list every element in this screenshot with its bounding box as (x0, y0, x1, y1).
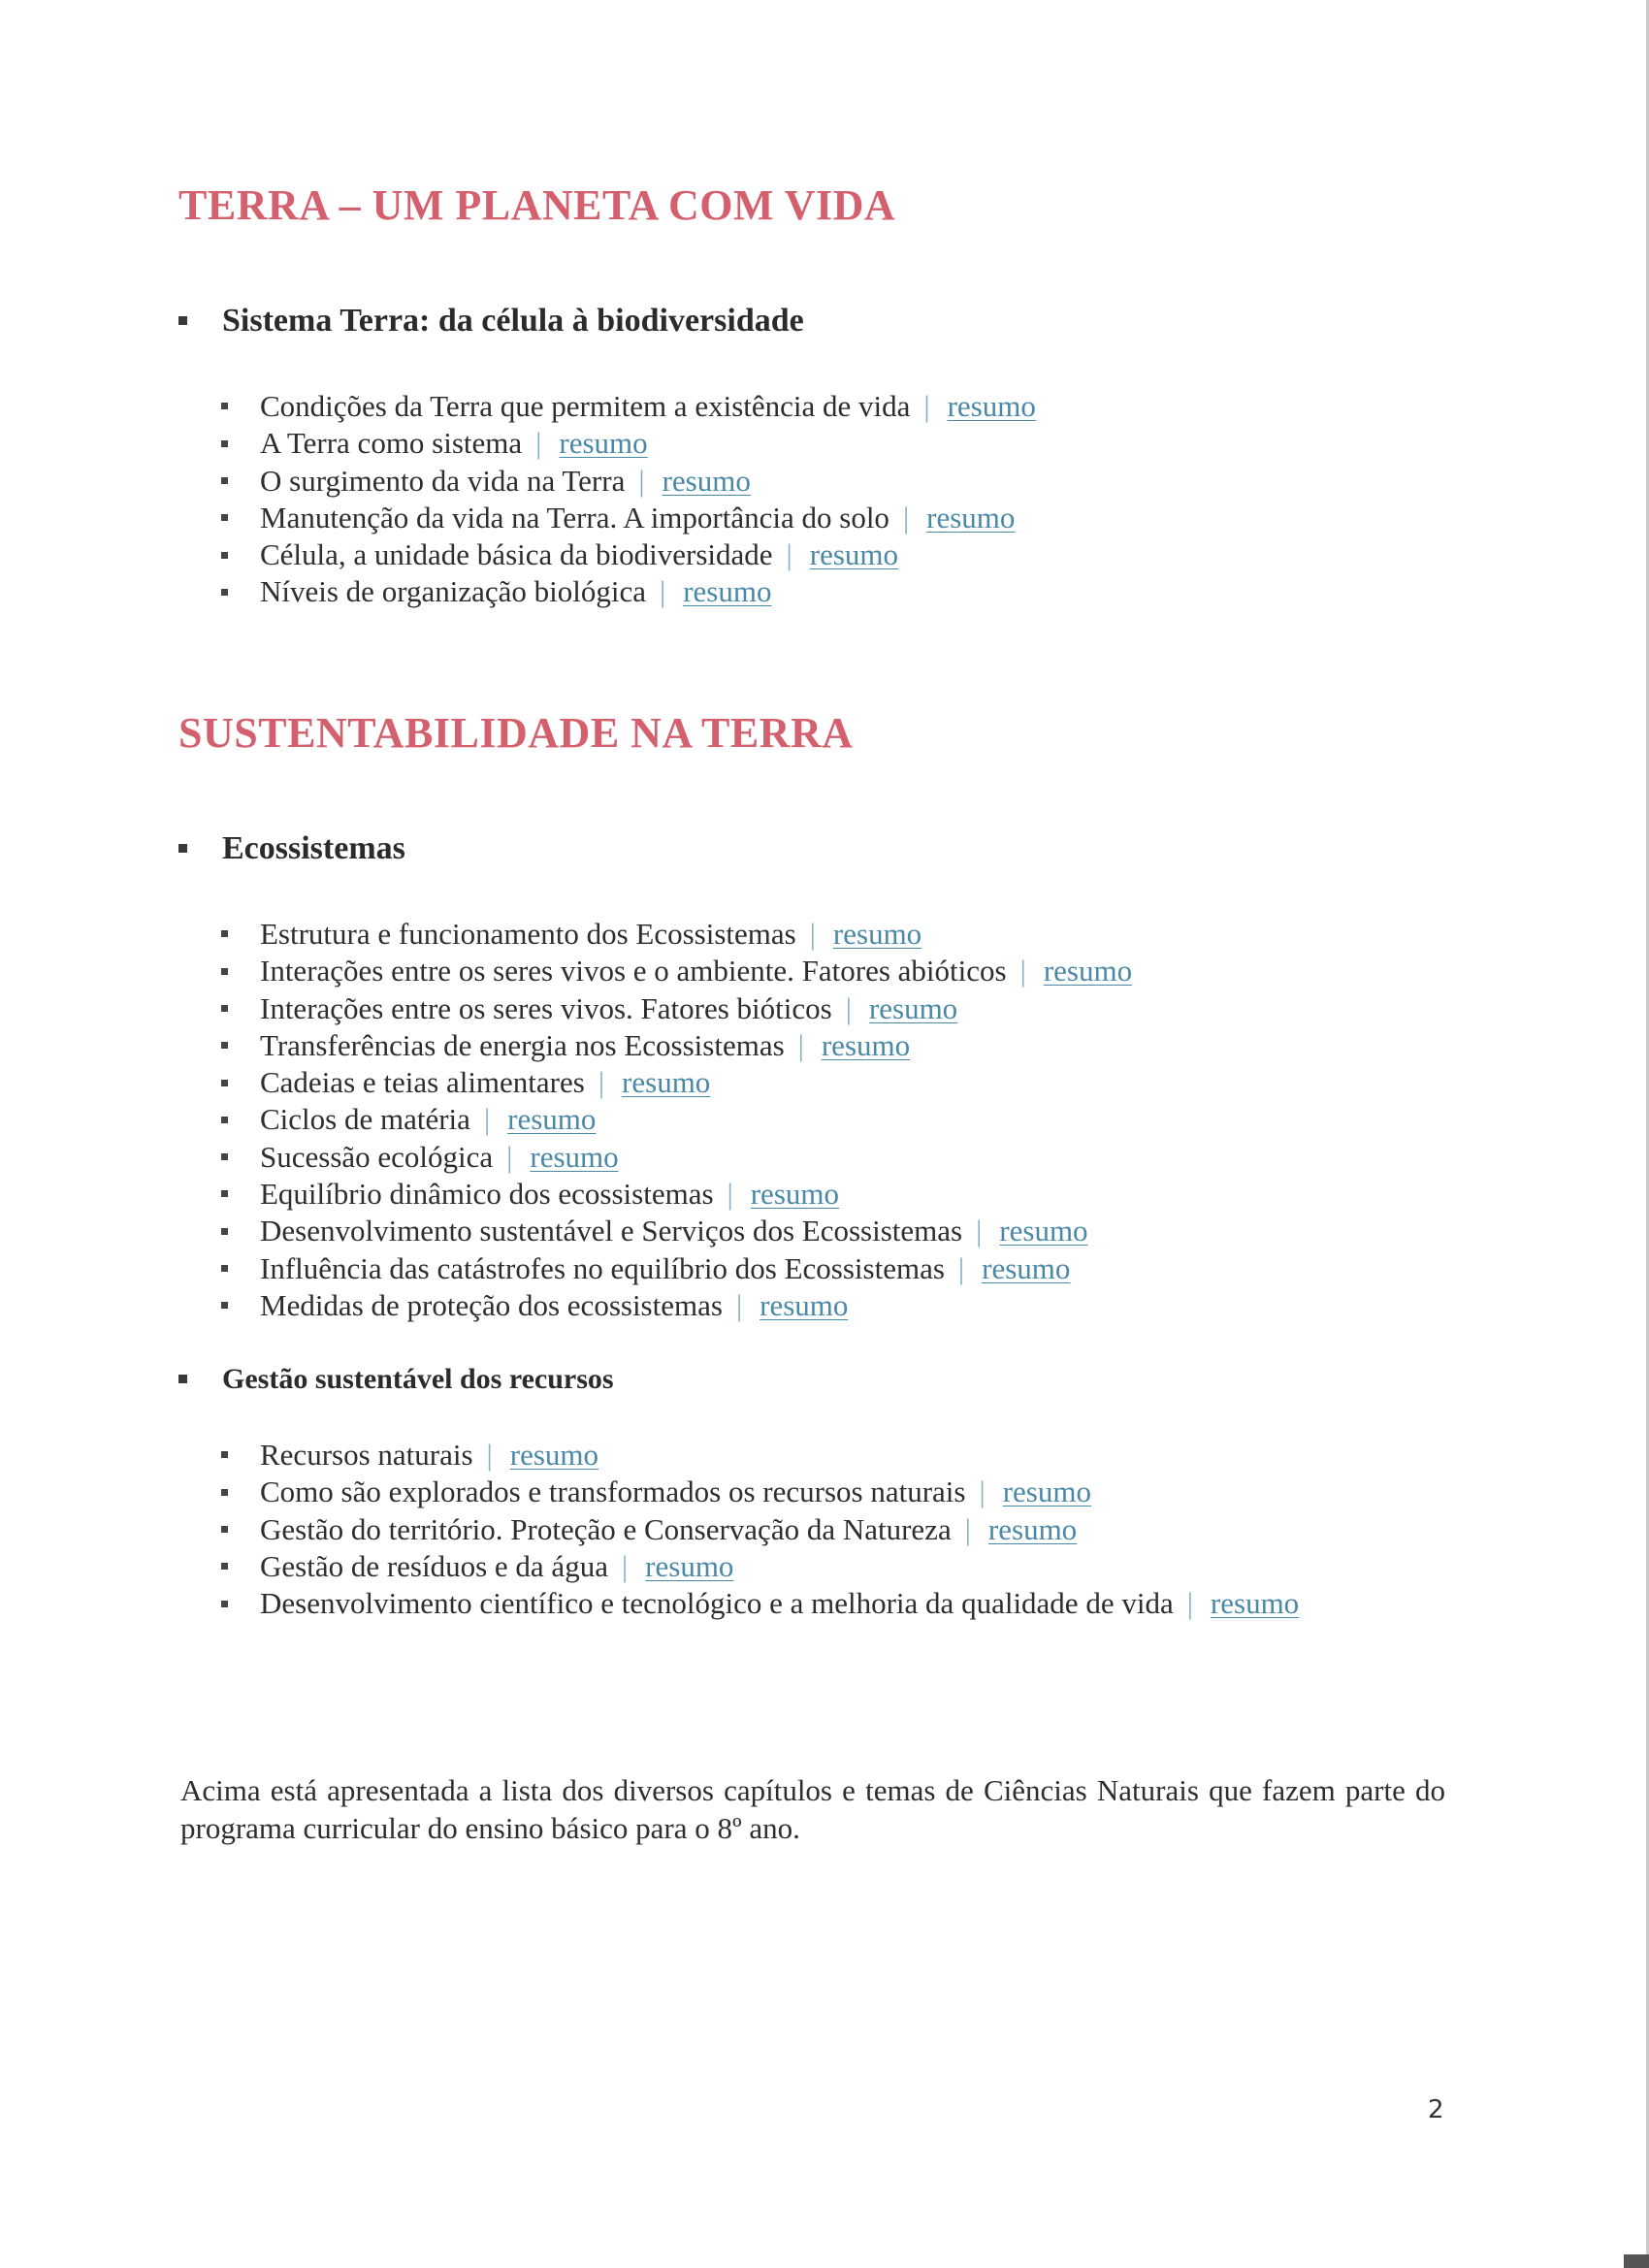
separator: | (638, 463, 645, 498)
topic-text: Transferências de energia nos Ecossistemas (260, 1027, 785, 1062)
square-bullet-icon (221, 552, 228, 559)
page-number: 2 (1428, 2095, 1444, 2124)
summary-paragraph: Acima está apresentada a lista dos diversos capítulos e temas de Ciências Naturais que fazem parte do programa curricular do ensino básico para o 8º ano. (180, 1773, 1445, 1845)
topic-item (221, 500, 1036, 536)
resumo-link[interactable]: resumo (559, 426, 648, 461)
resumo-link[interactable]: resumo (868, 990, 958, 1025)
separator: | (483, 1102, 491, 1137)
topic-text: O surgimento da vida na Terra (260, 463, 626, 498)
square-bullet-icon (221, 1563, 228, 1570)
resumo-link[interactable]: resumo (750, 1177, 839, 1212)
separator: | (976, 1214, 983, 1248)
topic-text: Desenvolvimento científico e tecnológico e a melhoria da qualidade de vida (260, 1586, 1174, 1621)
topic-text: Níveis de organização biológica (260, 574, 646, 609)
scan-corner (1624, 2254, 1649, 2268)
square-bullet-icon (221, 589, 228, 596)
topic-item (221, 953, 1132, 989)
separator: | (659, 574, 666, 609)
topic-item (221, 1139, 1132, 1176)
topic-item (221, 1027, 1132, 1064)
topic-text: Equilíbrio dinâmico dos ecossistemas (260, 1177, 714, 1212)
subsection-label: Ecossistemas (222, 830, 405, 866)
resumo-link[interactable]: resumo (662, 463, 751, 498)
section-title-terra: TERRA – UM PLANETA COM VIDA (178, 181, 896, 229)
subsection-label: Sistema Terra: da célula à biodiversidade (222, 303, 804, 339)
resumo-link[interactable]: resumo (999, 1214, 1088, 1248)
topic-text: Desenvolvimento sustentável e Serviços dos Ecossistemas (260, 1214, 963, 1248)
topic-text: Recursos naturais (260, 1438, 473, 1472)
square-bullet-icon (221, 477, 228, 484)
square-bullet-icon (221, 930, 228, 937)
resumo-link[interactable]: resumo (530, 1139, 619, 1174)
topic-text: Influência das catástrofes no equilíbrio dos Ecossistemas (260, 1250, 945, 1285)
topic-list-ecossistemas (221, 916, 1132, 1324)
square-bullet-icon (221, 1080, 228, 1086)
separator: | (1019, 954, 1026, 988)
topic-item (221, 425, 1036, 462)
topic-text: Interações entre os seres vivos e o ambiente. Fatores abióticos (260, 954, 1007, 988)
resumo-link[interactable]: resumo (982, 1250, 1071, 1285)
topic-item (221, 1287, 1132, 1324)
topic-item (221, 1585, 1299, 1622)
resumo-link[interactable]: resumo (1002, 1474, 1091, 1509)
square-bullet-icon (221, 1228, 228, 1235)
separator: | (902, 500, 910, 535)
topic-text: Condições da Terra que permitem a existência de vida (260, 389, 911, 423)
subsection-ecossistemas (178, 830, 405, 867)
square-bullet-icon (221, 1117, 228, 1123)
subsection-label: Gestão sustentável dos recursos (222, 1363, 614, 1395)
topic-list-sistema-terra (221, 388, 1036, 611)
topic-item (221, 463, 1036, 500)
resumo-link[interactable]: resumo (1210, 1586, 1300, 1621)
separator: | (598, 1065, 605, 1100)
topic-item (221, 536, 1036, 573)
square-bullet-icon (221, 1526, 228, 1533)
topic-text: Sucessão ecológica (260, 1139, 494, 1174)
square-bullet-icon (178, 844, 187, 853)
square-bullet-icon (221, 1042, 228, 1049)
square-bullet-icon (221, 1005, 228, 1012)
square-bullet-icon (221, 1489, 228, 1496)
resumo-link[interactable]: resumo (947, 389, 1036, 423)
separator: | (809, 917, 816, 951)
topic-item (221, 1213, 1132, 1249)
topic-text: Gestão do território. Proteção e Conservação da Natureza (260, 1511, 952, 1546)
topic-list-gestao-recursos (221, 1437, 1299, 1622)
topic-text: Ciclos de matéria (260, 1102, 470, 1137)
topic-text: Estrutura e funcionamento dos Ecossistemas (260, 917, 796, 951)
subsection-gestao-recursos (178, 1363, 614, 1396)
separator: | (797, 1027, 804, 1062)
separator: | (1186, 1586, 1193, 1621)
resumo-link[interactable]: resumo (622, 1065, 711, 1100)
topic-item (221, 1511, 1299, 1548)
separator: | (735, 1287, 743, 1322)
topic-item (221, 916, 1132, 953)
separator: | (535, 426, 542, 461)
separator: | (923, 389, 930, 423)
resumo-link[interactable]: resumo (509, 1438, 599, 1472)
square-bullet-icon (221, 1265, 228, 1272)
topic-item (221, 1250, 1132, 1287)
square-bullet-icon (221, 1451, 228, 1458)
separator: | (979, 1474, 986, 1509)
topic-item (221, 990, 1132, 1027)
square-bullet-icon (221, 968, 228, 975)
resumo-link[interactable]: resumo (821, 1027, 911, 1062)
separator: | (957, 1250, 965, 1285)
subsection-sistema-terra (178, 303, 804, 340)
topic-item (221, 388, 1036, 425)
topic-item (221, 1548, 1299, 1585)
resumo-link[interactable]: resumo (683, 574, 772, 609)
square-bullet-icon (221, 514, 228, 521)
separator: | (621, 1548, 629, 1583)
topic-item (221, 1474, 1299, 1510)
resumo-link[interactable]: resumo (507, 1102, 597, 1137)
separator: | (964, 1511, 971, 1546)
resumo-link[interactable]: resumo (987, 1511, 1078, 1546)
separator: | (845, 990, 852, 1025)
separator: | (727, 1177, 733, 1212)
resumo-link[interactable]: resumo (645, 1548, 734, 1583)
section-title-sustentabilidade: SUSTENTABILIDADE NA TERRA (178, 709, 854, 757)
square-bullet-icon (221, 1190, 228, 1197)
topic-item (221, 1176, 1132, 1213)
separator: | (506, 1139, 513, 1174)
topic-text: Manutenção da vida na Terra. A importância do solo (260, 500, 889, 535)
separator: | (486, 1438, 493, 1472)
square-bullet-icon (221, 1153, 228, 1160)
topic-item (221, 1064, 1132, 1101)
topic-text: Cadeias e teias alimentares (260, 1065, 585, 1100)
topic-text: Medidas de proteção dos ecossistemas (260, 1287, 723, 1322)
square-bullet-icon (221, 1302, 228, 1309)
resumo-link[interactable]: resumo (832, 917, 922, 951)
resumo-link[interactable]: resumo (760, 1287, 849, 1322)
separator: | (786, 537, 792, 572)
square-bullet-icon (178, 316, 187, 325)
square-bullet-icon (178, 1375, 187, 1383)
topic-item (221, 1437, 1299, 1474)
topic-text: Interações entre os seres vivos. Fatores bióticos (260, 990, 832, 1025)
topic-text: Gestão de resíduos e da água (260, 1548, 608, 1583)
square-bullet-icon (221, 403, 228, 409)
topic-item (221, 573, 1036, 610)
resumo-link[interactable]: resumo (926, 500, 1016, 535)
topic-item (221, 1101, 1132, 1138)
topic-text: Célula, a unidade básica da biodiversidade (260, 537, 773, 572)
resumo-link[interactable]: resumo (1043, 954, 1133, 988)
topic-text: A Terra como sistema (260, 426, 523, 461)
topic-text: Como são explorados e transformados os recursos naturais (260, 1474, 966, 1509)
square-bullet-icon (221, 440, 228, 447)
resumo-link[interactable]: resumo (809, 537, 899, 572)
square-bullet-icon (221, 1601, 228, 1607)
